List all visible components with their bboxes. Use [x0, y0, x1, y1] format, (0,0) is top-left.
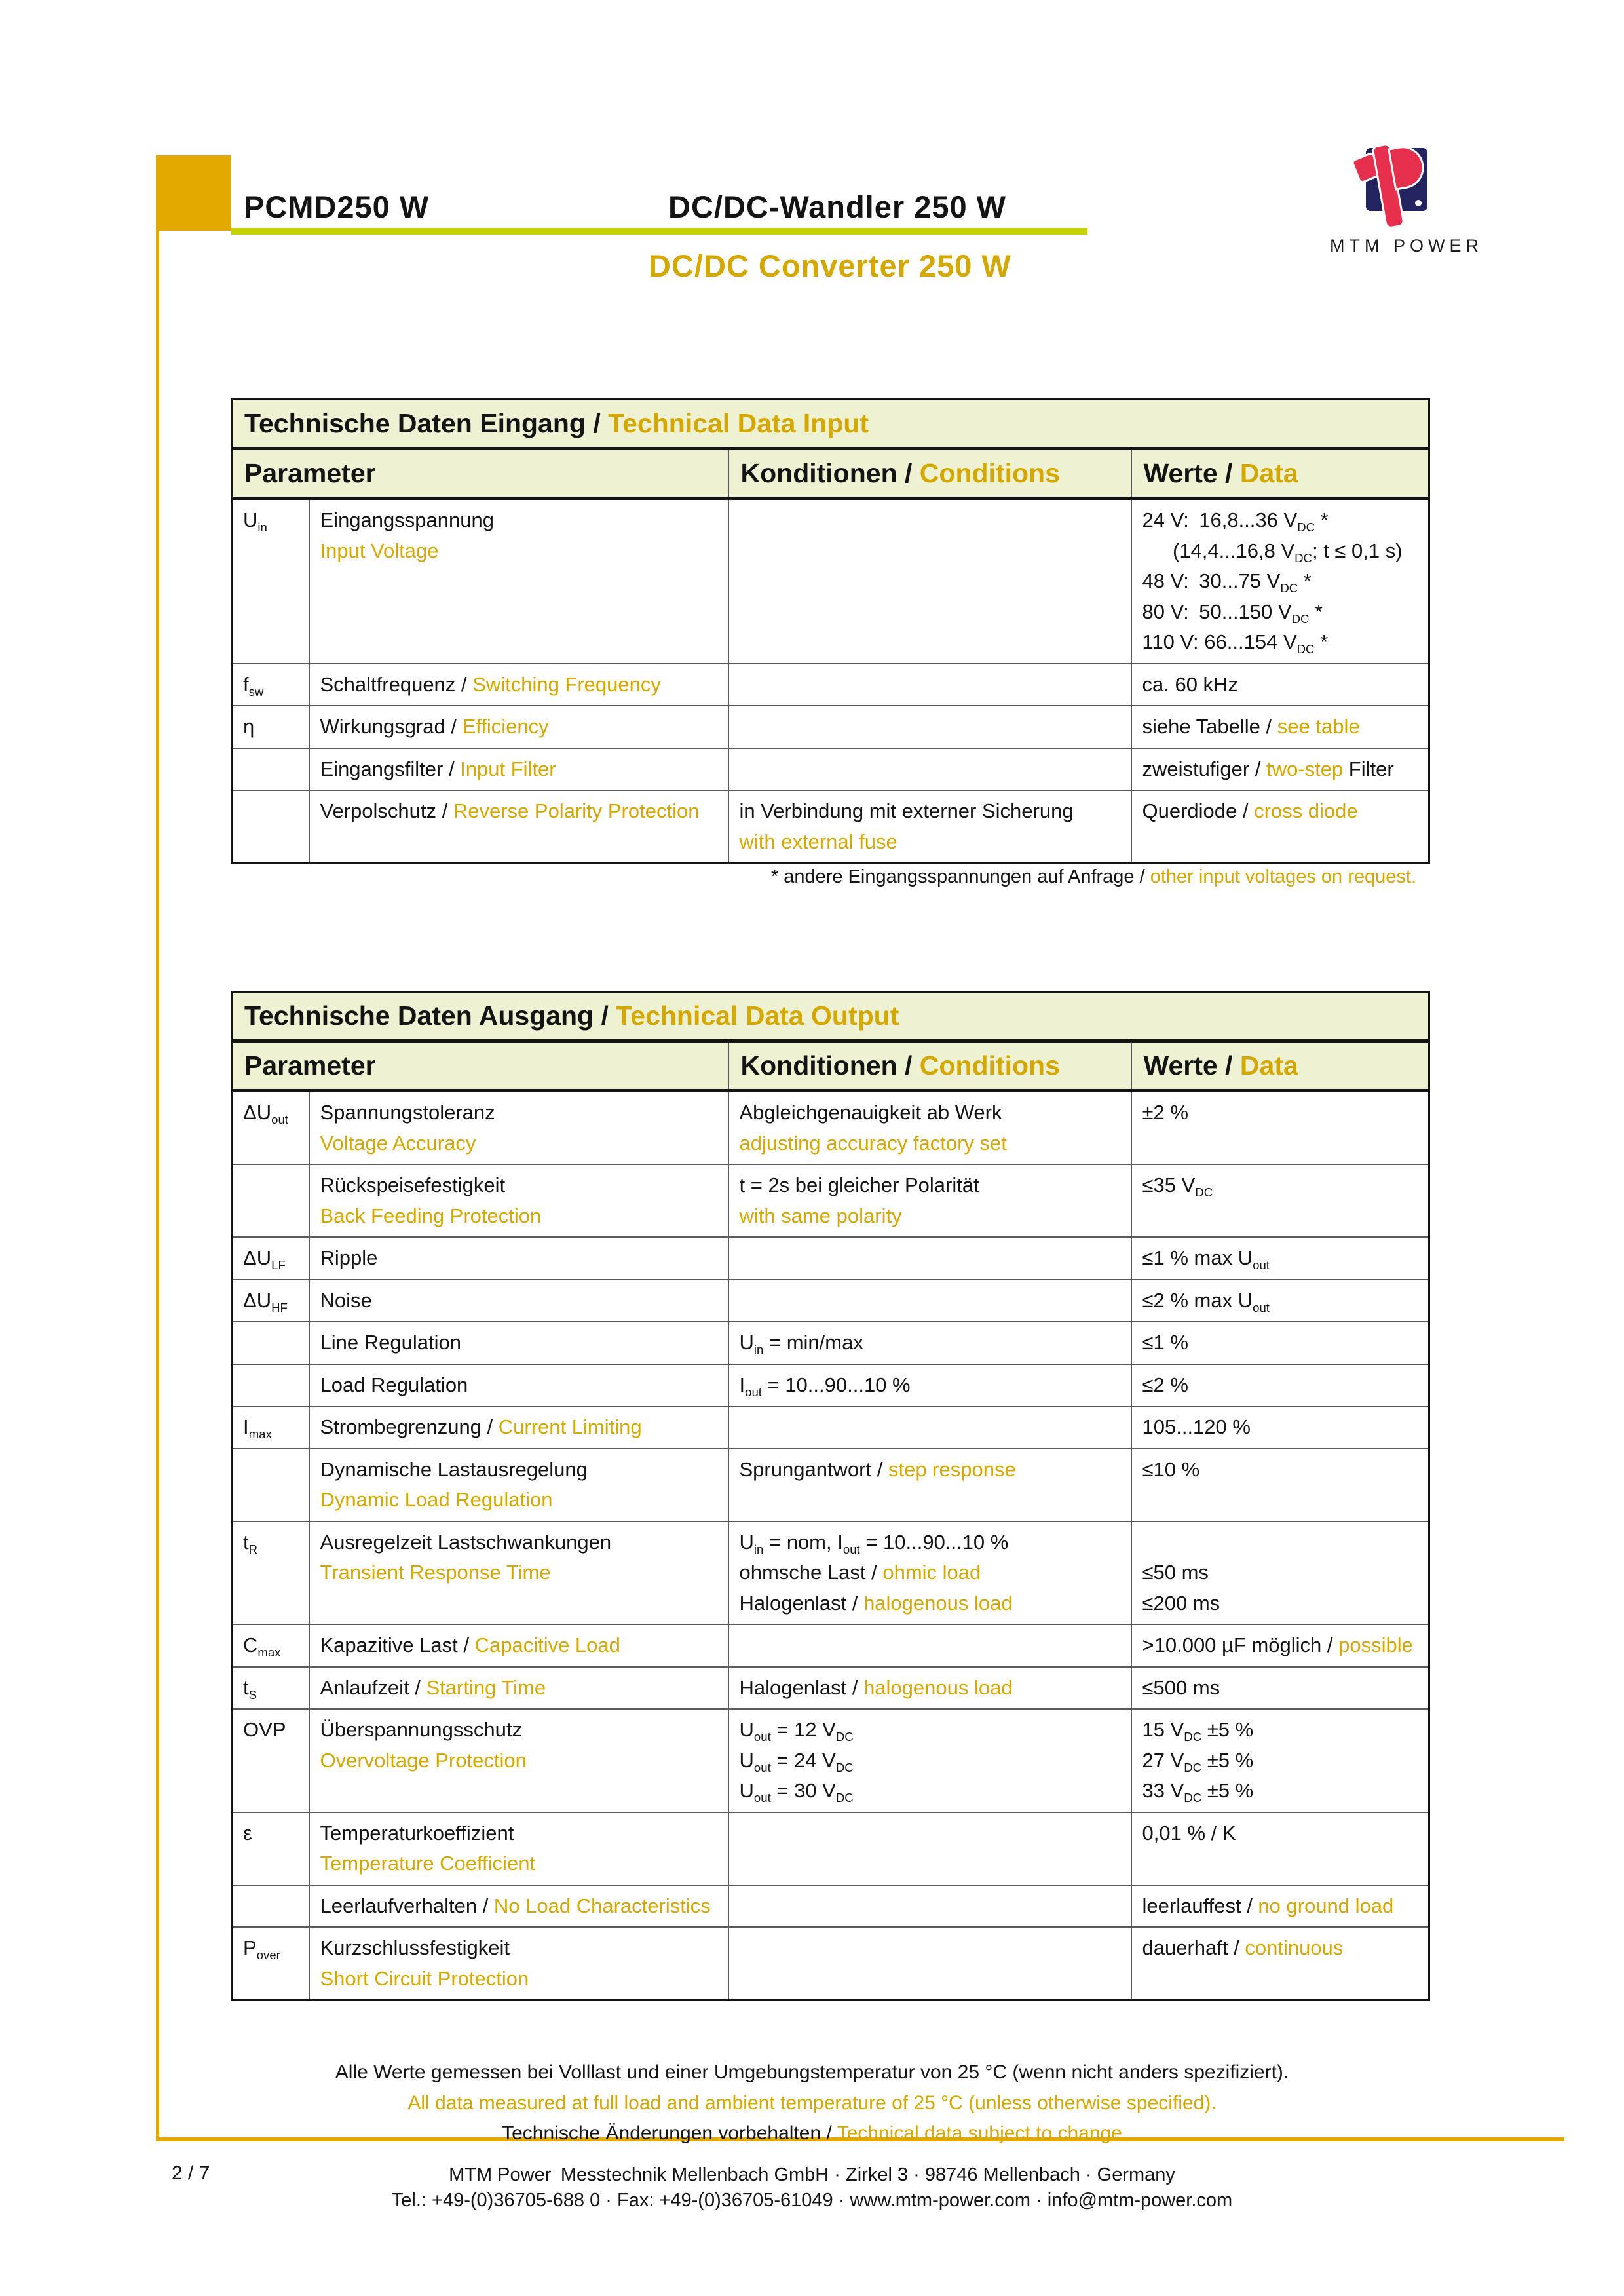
table-row [232, 1624, 1429, 1667]
row-value: 15 $V_{DC} \pm 5$ % 27 $V_{DC} \pm 5$ % 33 $V_{DC} \pm 5$ % [1131, 1709, 1429, 1812]
input-col-values: Werte / Data [1131, 449, 1429, 499]
row-value: >10.000 µF möglich / possible [1131, 1624, 1429, 1667]
row-parameter: Überspannungsschutz Overvoltage Protection [309, 1709, 728, 1812]
row-value: Querdiode / cross diode [1131, 790, 1429, 864]
row-symbol [232, 1449, 309, 1521]
row-parameter: Verpolschutz / Reverse Polarity Protection [309, 790, 728, 864]
row-value: ≤35 $V_{DC}$ [1131, 1164, 1429, 1237]
row-value: 0,01 % / K [1131, 1812, 1429, 1885]
row-symbol: OVP [232, 1709, 309, 1812]
row-symbol [232, 748, 309, 791]
input-table-footnote: * andere Eingangsspannungen auf Anfrage / other input voltages on request. [770, 866, 1416, 887]
output-col-values: Werte / Data [1131, 1041, 1429, 1091]
row-condition [728, 1624, 1131, 1667]
header-underline-rule [231, 228, 1087, 235]
gold-left-rule [156, 231, 159, 2141]
output-table-title: Technische Daten Ausgang / Technical Data Output [232, 992, 1429, 1041]
row-condition [728, 664, 1131, 706]
row-parameter: Temperaturkoeffizient Temperature Coefficient [309, 1812, 728, 1885]
row-condition: in Verbindung mit externer Sicherung with external fuse [728, 790, 1131, 864]
note-line-change: Technische Änderungen vorbehalten / Technical data subject to change [502, 2122, 1122, 2144]
logo-caption: MTM POWER [1330, 236, 1483, 256]
row-condition [728, 1927, 1131, 2000]
note-line-en: All data measured at full load and ambient temperature of 25 °C (unless otherwise specified). [407, 2092, 1217, 2114]
document-title-de: DC/DC-Wandler 250 W [668, 189, 1007, 224]
input-table-title: Technische Daten Eingang / Technical Data Input [232, 400, 1429, 449]
table-row [232, 499, 1429, 664]
table-row [232, 790, 1429, 864]
table-row [232, 1667, 1429, 1710]
row-condition [728, 1885, 1131, 1928]
row-symbol [232, 790, 309, 864]
row-value: ≤10 % [1131, 1449, 1429, 1521]
row-parameter: Noise [309, 1280, 728, 1322]
row-condition: $U_{out} = 12$ $V_{DC}$ $U_{out} = 24$ $V_{DC}$ $U_{out} = 30$ $V_{DC}$ [728, 1709, 1131, 1812]
row-condition: Abgleichgenauigkeit ab Werk adjusting accuracy factory set [728, 1091, 1131, 1165]
row-parameter: Ausregelzeit Lastschwankungen Transient Response Time [309, 1521, 728, 1625]
row-parameter: Eingangsspannung Input Voltage [309, 499, 728, 664]
row-value: leerlauffest / no ground load [1131, 1885, 1429, 1928]
row-value: ≤2 % $\max U_{out}$ [1131, 1280, 1429, 1322]
row-value: siehe Tabelle / see table [1131, 706, 1429, 748]
document-title-en: DC/DC Converter 250 W [649, 248, 1011, 283]
row-condition: t = 2s bei gleicher Polarität with same polarity [728, 1164, 1131, 1237]
row-symbol: $\Delta U_{HF}$ [232, 1280, 309, 1322]
row-value: ≤1 % $\max U_{out}$ [1131, 1237, 1429, 1280]
table-row [232, 1406, 1429, 1449]
row-parameter: Kapazitive Last / Capacitive Load [309, 1624, 728, 1667]
input-col-parameter: Parameter [232, 449, 728, 499]
note-line-de: Alle Werte gemessen bei Volllast und einer Umgebungstemperatur von 25 °C (wenn nicht anders spezifiziert). [335, 2061, 1289, 2083]
table-row [232, 1091, 1429, 1165]
row-parameter: Rückspeisefestigkeit Back Feeding Protection [309, 1164, 728, 1237]
row-condition: $U_{in} = \min/\max$ [728, 1322, 1131, 1364]
table-row [232, 1709, 1429, 1812]
row-value: ≤50 ms ≤200 ms [1131, 1521, 1429, 1625]
footer-company-line: MTM Power Messtechnik Mellenbach GmbH · Zirkel 3 · 98746 Mellenbach · Germany [449, 2164, 1175, 2185]
page-number: 2 / 7 [172, 2162, 210, 2184]
row-symbol: $P_{over}$ [232, 1927, 309, 2000]
output-col-conditions: Konditionen / Conditions [728, 1041, 1131, 1091]
table-row [232, 706, 1429, 748]
measurement-notes [0, 2057, 1624, 2149]
row-condition: $I_{out} = 10...90...10$ % [728, 1364, 1131, 1407]
row-symbol: $\Delta U_{out}$ [232, 1091, 309, 1165]
row-parameter: Dynamische Lastausregelung Dynamic Load Regulation [309, 1449, 728, 1521]
table-row [232, 1449, 1429, 1521]
row-condition: Halogenlast / halogenous load [728, 1667, 1131, 1710]
output-col-parameter: Parameter [232, 1041, 728, 1091]
row-parameter: Line Regulation [309, 1322, 728, 1364]
technical-data-output-table [231, 991, 1430, 2001]
company-logo [1330, 143, 1483, 256]
table-row [232, 1885, 1429, 1928]
model-name: PCMD250 W [244, 189, 430, 224]
row-value: 24 V: 16,8...36 $V_{DC}$ * (14,4...16,8 $V_{DC}$; t ≤ 0,1 s) 48 V: 30...75 $V_{DC}$ * 80 V: 50...150 $V_{DC}$ * 110 V: 66...154 $V_{DC}$ * [1131, 499, 1429, 664]
row-symbol: η [232, 706, 309, 748]
input-col-conditions: Konditionen / Conditions [728, 449, 1131, 499]
row-parameter: Strombegrenzung / Current Limiting [309, 1406, 728, 1449]
row-condition [728, 748, 1131, 791]
row-parameter: Eingangsfilter / Input Filter [309, 748, 728, 791]
row-symbol [232, 1885, 309, 1928]
row-value: ≤500 ms [1131, 1667, 1429, 1710]
row-symbol: $t_S$ [232, 1667, 309, 1710]
table-row [232, 1521, 1429, 1625]
row-condition [728, 499, 1131, 664]
row-value: ≤2 % [1131, 1364, 1429, 1407]
footer-contact-line: Tel.: +49-(0)36705-688 0 · Fax: +49-(0)36705-61049 · www.mtm-power.com · info@mtm-power.com [391, 2190, 1233, 2211]
table-row [232, 1364, 1429, 1407]
row-condition [728, 1237, 1131, 1280]
row-condition: Sprungantwort / step response [728, 1449, 1131, 1521]
row-condition: $U_{in}$ = nom, $I_{out} = 10...90...10$ % ohmsche Last / ohmic load Halogenlast / halogenous load [728, 1521, 1131, 1625]
row-symbol [232, 1322, 309, 1364]
row-symbol: $U_{in}$ [232, 499, 309, 664]
table-row [232, 1164, 1429, 1237]
row-symbol: ε [232, 1812, 309, 1885]
row-parameter: Wirkungsgrad / Efficiency [309, 706, 728, 748]
row-parameter: Load Regulation [309, 1364, 728, 1407]
row-value: ca. 60 kHz [1131, 664, 1429, 706]
table-row [232, 1280, 1429, 1322]
table-row [232, 664, 1429, 706]
row-condition [728, 1812, 1131, 1885]
row-value: dauerhaft / continuous [1131, 1927, 1429, 2000]
table-row [232, 748, 1429, 791]
row-symbol [232, 1364, 309, 1407]
row-parameter: Spannungstoleranz Voltage Accuracy [309, 1091, 728, 1165]
row-value: zweistufiger / two-step Filter [1131, 748, 1429, 791]
row-parameter: Anlaufzeit / Starting Time [309, 1667, 728, 1710]
mtm-power-logo-icon [1351, 143, 1433, 232]
row-value: 105...120 % [1131, 1406, 1429, 1449]
table-row [232, 1812, 1429, 1885]
row-symbol: $\Delta U_{LF}$ [232, 1237, 309, 1280]
table-row [232, 1322, 1429, 1364]
row-symbol: $C_{max}$ [232, 1624, 309, 1667]
row-symbol [232, 1164, 309, 1237]
row-symbol: $I_{max}$ [232, 1406, 309, 1449]
row-parameter: Leerlaufverhalten / No Load Characteristics [309, 1885, 728, 1928]
gold-corner-block [156, 155, 231, 231]
row-parameter: Kurzschlussfestigkeit Short Circuit Protection [309, 1927, 728, 2000]
row-parameter: Schaltfrequenz / Switching Frequency [309, 664, 728, 706]
row-condition [728, 706, 1131, 748]
row-parameter: Ripple [309, 1237, 728, 1280]
row-symbol: $t_R$ [232, 1521, 309, 1625]
table-row [232, 1927, 1429, 2000]
row-symbol: $f_{sw}$ [232, 664, 309, 706]
footer-address [0, 2162, 1624, 2213]
row-value: ≤1 % [1131, 1322, 1429, 1364]
row-value: ±2 % [1131, 1091, 1429, 1165]
row-condition [728, 1406, 1131, 1449]
row-condition [728, 1280, 1131, 1322]
technical-data-input-table [231, 398, 1430, 864]
table-row [232, 1237, 1429, 1280]
